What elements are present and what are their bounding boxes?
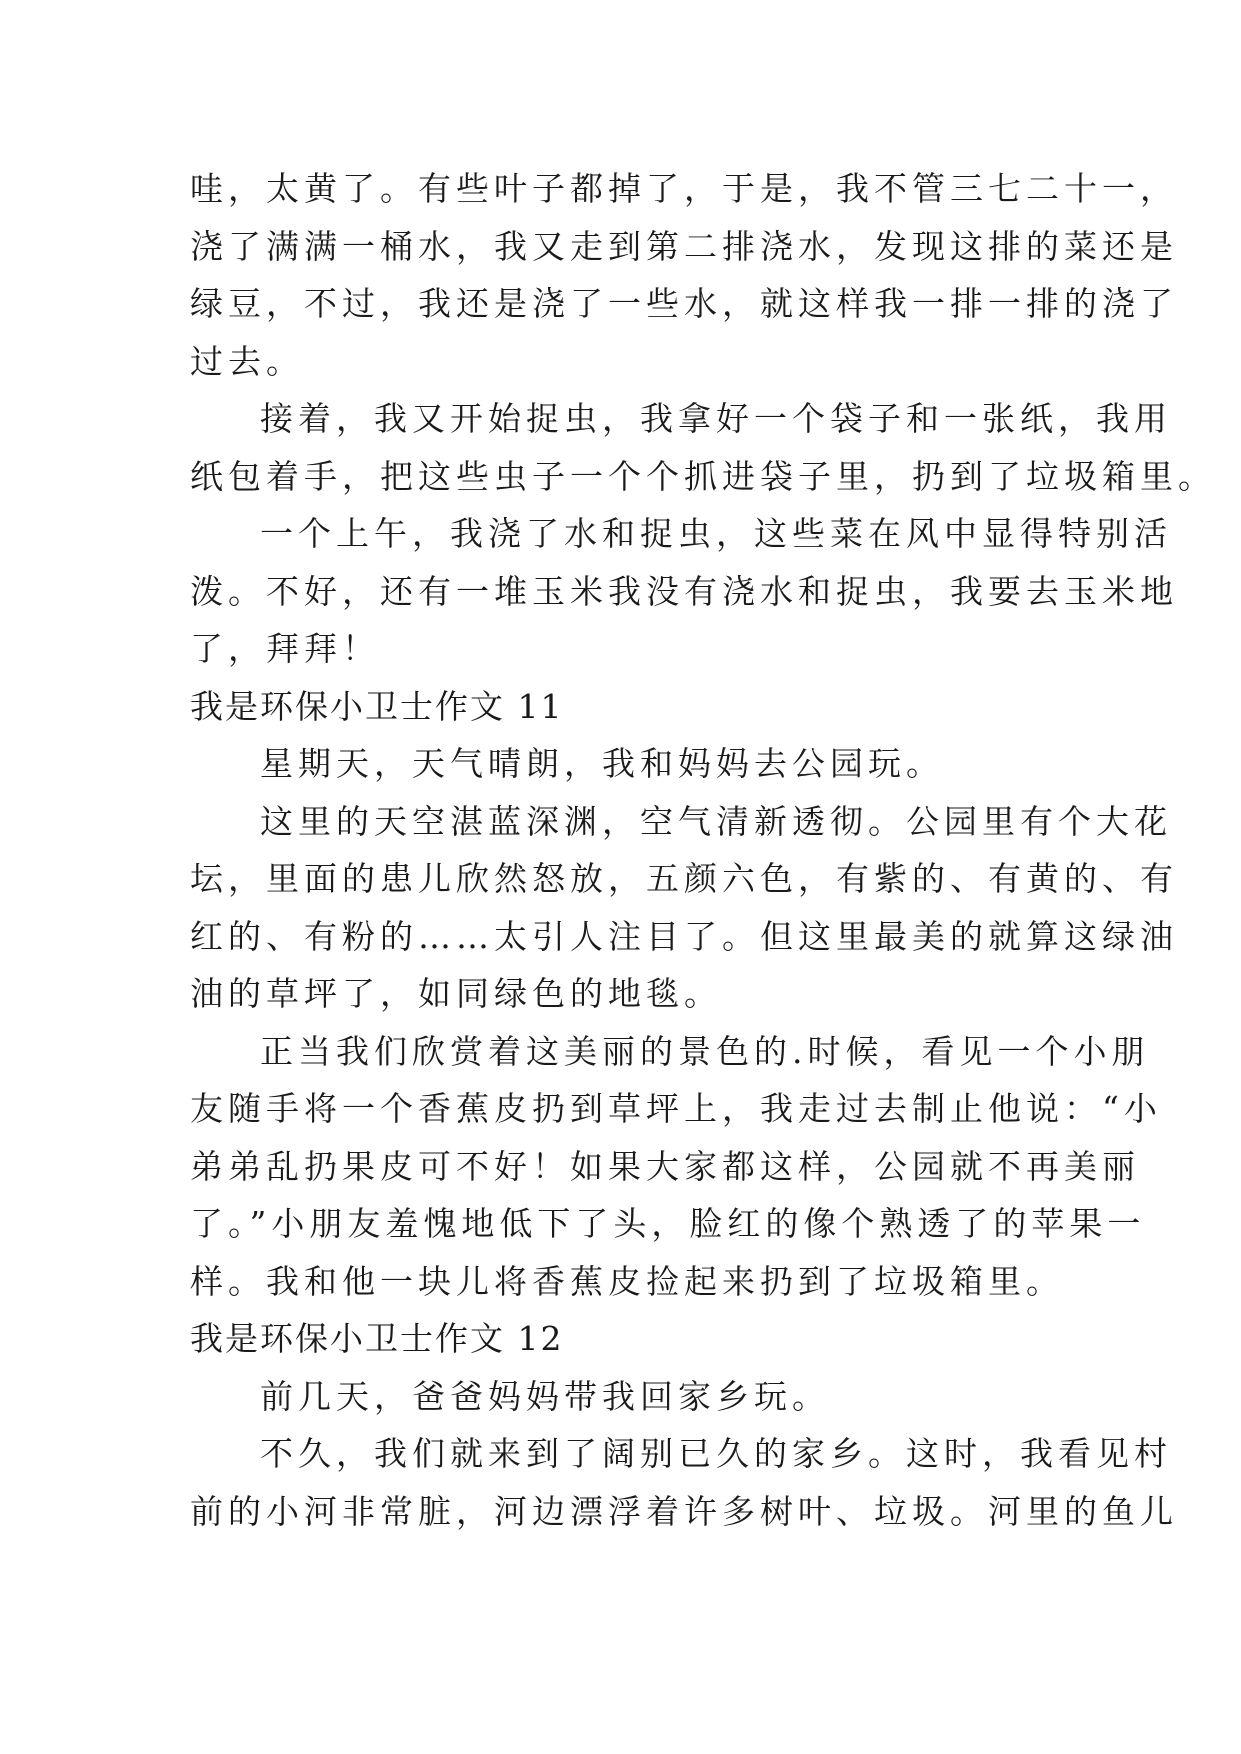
paragraph-line: 油的草坪了，如同绿色的地毯。	[190, 974, 722, 1013]
paragraph-line: 红的、有粉的……太引人注目了。但这里最美的就算这绿油	[190, 916, 1178, 956]
paragraph-line: 泼。不好，还有一堆玉米我没有浇水和捉虫，我要去玉米地	[190, 571, 1178, 611]
paragraph-line: 星期天，天气晴朗，我和妈妈去公园玩。	[260, 744, 944, 783]
paragraph-line: 前几天，爸爸妈妈带我回家乡玩。	[260, 1376, 830, 1416]
paragraph-line: 样。我和他一块儿将香蕉皮捡起来扔到了垃圾箱里。	[190, 1261, 1064, 1301]
paragraph-line: 绿豆，不过，我还是浇了一些水，就这样我一排一排的浇了	[190, 284, 1178, 323]
paragraph-line: 正当我们欣赏着这美丽的景色的.时候，看见一个小朋	[260, 1031, 1150, 1071]
document-body	[190, 160, 1216, 1540]
paragraph-line: 哇，太黄了。有些叶子都掉了，于是，我不管三七二十一，	[190, 169, 1178, 208]
section-heading: 我是环保小卫士作文 12	[190, 1319, 564, 1358]
paragraph-line: 一个上午，我浇了水和捉虫，这些菜在风中显得特别活	[260, 514, 1172, 553]
paragraph-line: 弟弟乱扔果皮可不好！如果大家都这样，公园就不再美丽	[190, 1146, 1140, 1186]
section-heading: 我是环保小卫士作文 11	[190, 686, 564, 726]
paragraph-line: 这里的天空湛蓝深渊，空气清新透彻。公园里有个大花	[260, 801, 1172, 841]
paragraph-line: 前的小河非常脏，河边漂浮着许多树叶、垃圾。河里的鱼儿	[190, 1491, 1178, 1531]
paragraph-line: 不久，我们就来到了阔别已久的家乡。这时，我看见村	[260, 1434, 1172, 1473]
paragraph-line: 了。”小朋友羞愧地低下了头，脸红的像个熟透了的苹果一	[190, 1204, 1146, 1243]
paragraph-line: 过去。	[190, 341, 304, 381]
paragraph-line: 友随手将一个香蕉皮扔到草坪上，我走过去制止他说：“小	[190, 1089, 1162, 1128]
paragraph-line: 了，拜拜！	[190, 629, 380, 668]
paragraph-line: 坛，里面的患儿欣然怒放，五颜六色，有紫的、有黄的、有	[190, 859, 1178, 898]
paragraph-line: 接着，我又开始捉虫，我拿好一个袋子和一张纸，我用	[260, 399, 1172, 438]
paragraph-line: 纸包着手，把这些虫子一个个抓进袋子里，扔到了垃圾箱里。	[190, 456, 1216, 496]
paragraph-line: 浇了满满一桶水，我又走到第二排浇水，发现这排的菜还是	[190, 226, 1178, 266]
